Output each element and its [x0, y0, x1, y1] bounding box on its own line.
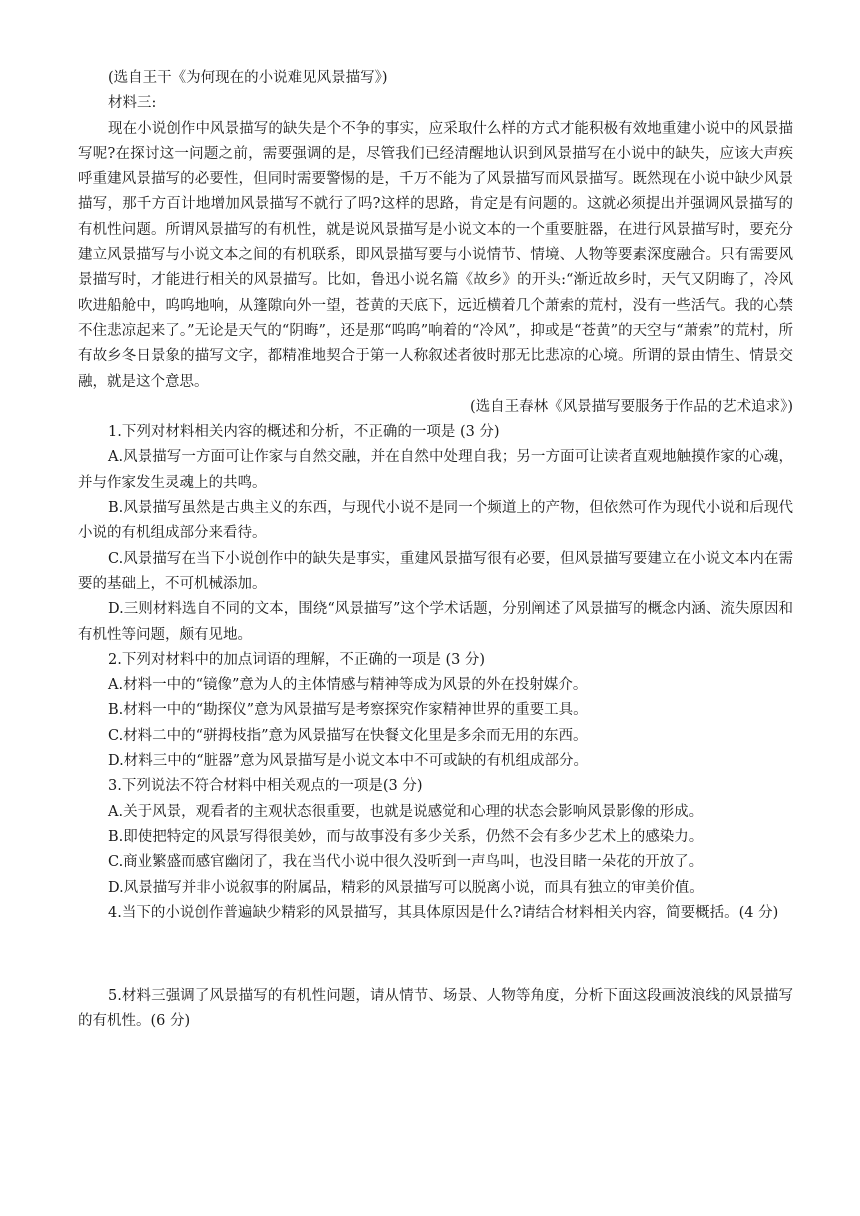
source-citation-3: (选自王春林《风景描写要服务于作品的艺术追求》): [469, 398, 793, 415]
question-3-option-d: D.风景描写并非小说叙事的附属品，精彩的风景描写可以脱离小说，而具有独立的审美价值。: [108, 879, 704, 896]
question-5: [78, 984, 793, 1035]
source-citation-1: (选自王干《为何现在的小说难见风景描写》): [108, 70, 388, 86]
exam-page: [78, 66, 793, 1035]
question-4-stem: 4.当下的小说创作普遍缺少精彩的风景描写，其具体原因是什么?请结合材料相关内容，简要概括。(4 分): [108, 904, 779, 921]
question-3-option-b: B.即使把特定的风景写得很美妙，而与故事没有多少关系，仍然不会有多少艺术上的感染力。: [108, 828, 704, 845]
question-1-option-c: C.风景描写在当下小说创作中的缺失是事实，重建风景描写很有必要，但风景描写要建立在小说文本内在需要的基础上，不可机械添加。: [78, 550, 793, 592]
question-5-stem: 5.材料三强调了风景描写的有机性问题，请从情节、场景、人物等角度，分析下面这段画波浪线的风景描写的有机性。(6 分): [78, 988, 793, 1030]
question-3-option-a: A.关于风景，观看者的主观状态很重要，也就是说感觉和心理的状态会影响风景影像的形成。: [108, 803, 704, 820]
question-2-option-a: A.材料一中的“镜像”意为人的主体情感与精神等成为风景的外在投射媒介。: [108, 677, 588, 694]
question-1-stem: 1.下列对材料相关内容的概述和分析，不正确的一项是 (3 分): [108, 424, 500, 441]
question-2-option-d: D.材料三中的“脏器”意为风景描写是小说文本中不可或缺的有机组成部分。: [108, 753, 589, 770]
question-2-option-c: C.材料二中的“骈拇枝指”意为风景描写在快餐文化里是多余而无用的东西。: [108, 727, 588, 744]
question-1-option-d: D.三则材料选自不同的文本，围绕“风景描写”这个学术话题，分别阐述了风景描写的概念内涵、流失原因和有机性等问题，颇有见地。: [78, 601, 793, 643]
question-2-stem: 2.下列对材料中的加点词语的理解，不正确的一项是 (3 分): [108, 651, 486, 668]
question-3: [78, 774, 793, 900]
question-1-option-b: B.风景描写虽然是古典主义的东西，与现代小说不是同一个频道上的产物，但依然可作为现代小说和后现代小说的有机组成部分来看待。: [78, 500, 793, 542]
material-3-body: 现在小说创作中风景描写的缺失是个不争的事实，应采取什么样的方式才能积极有效地重建小说中的风景描写呢?在探讨这一问题之前，需要强调的是，尽管我们已经清醒地认识到风景描写在小说中的缺失，应该大声疾呼重建风景描写的必要性，但同时需要警惕的是，千万不能为了风景描写而风景描写。既然现在小说中缺少风景描写，那千方百计地增加风景描写不就行了吗?这样的思路，肯定是有问题的。这就必须提出并强调风景描写的有机性问题。所谓风景描写的有机性，就是说风景描写是小说文本的一个重要脏器，在进行风景描写时，要充分建立风景描写与小说文本之间的有机联系，即风景描写要与小说情节、情境、人物等要素深度融合。只有需要风景描写时，才能进行相关的风景描写。比如，鲁迅小说名篇《故乡》的开头:“渐近故乡时，天气又阴晦了，冷风吹进船舱中，呜呜地响，从篷隙向外一望，苍黄的天底下，远近横着几个萧索的荒村，没有一些活气。我的心禁不住悲凉起来了。”无论是天气的“阴晦”，还是那“呜呜”响着的“冷风”，抑或是“苍黄”的天空与“萧索”的荒村，所有故乡冬日景象的描写文字，都精准地契合于第一人称叙述者彼时那无比悲凉的心境。所谓的景由情生、情景交融，就是这个意思。: [78, 120, 793, 390]
answer-space: [78, 926, 793, 984]
question-2: [78, 648, 793, 774]
question-1: [78, 420, 793, 648]
material-3-title: 材料三:: [108, 95, 157, 112]
question-1-option-a: A.风景描写一方面可让作家与自然交融，并在自然中处理自我；另一方面可让读者直观地触摸作家的心魂，并与作家发生灵魂上的共鸣。: [78, 449, 793, 491]
question-2-option-b: B.材料一中的“勘探仪”意为风景描写是考察探究作家精神世界的重要工具。: [108, 702, 588, 719]
question-4: [78, 901, 793, 926]
question-3-option-c: C.商业繁盛而感官幽闭了，我在当代小说中很久没听到一声鸟叫，也没目睹一朵花的开放了。: [108, 854, 704, 871]
question-3-stem: 3.下列说法不符合材料中相关观点的一项是(3 分): [108, 778, 423, 795]
